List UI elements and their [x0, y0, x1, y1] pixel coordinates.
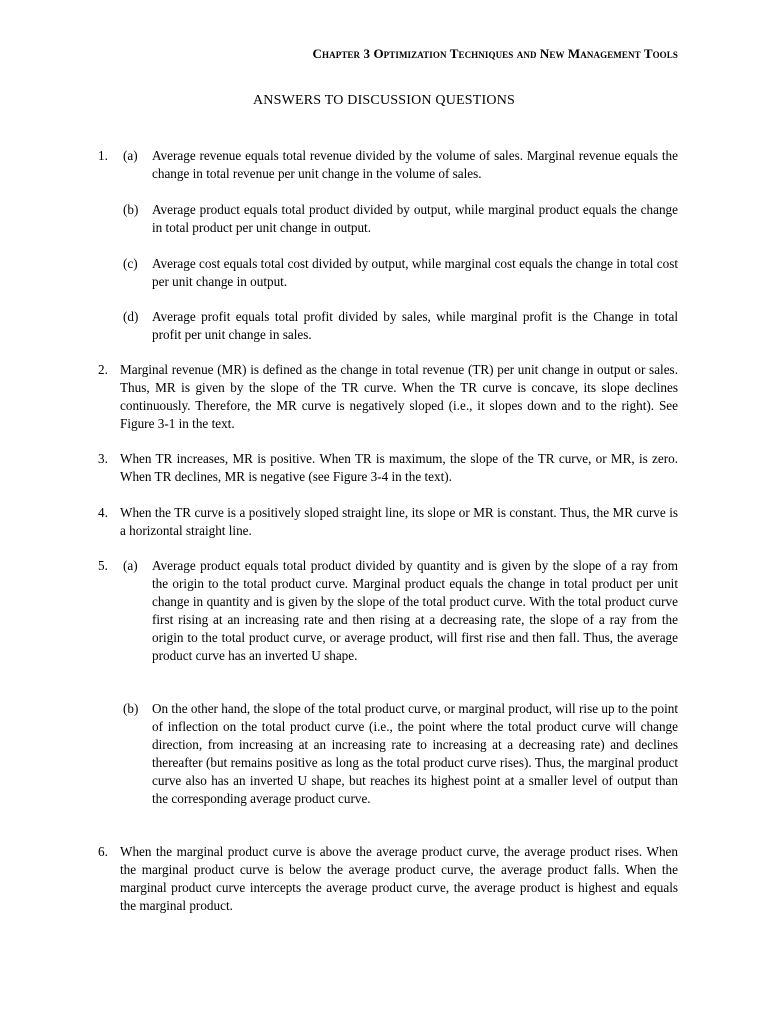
part-label: (c) [123, 256, 138, 271]
part-label: (b) [123, 202, 139, 217]
question-number: 5. [98, 558, 108, 573]
question-1-part-d [123, 308, 678, 344]
question-1-part-b [123, 201, 678, 237]
part-label: (a) [123, 558, 138, 573]
question-number: 3. [98, 451, 108, 466]
section-title: ANSWERS TO DISCUSSION QUESTIONS [253, 93, 515, 108]
question-text: When the marginal product curve is above the average product curve, the average product rises. When the marginal product curve is below the average product curve, the average product falls. When the marginal product curve intercepts the average product curve, the average product is highest and equals the marginal product. [120, 844, 678, 913]
part-text: Average product equals total product divided by output, while marginal product equals the change in total product per unit change in output. [152, 202, 678, 235]
part-text: Average revenue equals total revenue divided by the volume of sales. Marginal revenue equals the change in total revenue per unit change in the volume of sales. [152, 148, 678, 181]
question-1-part-a [123, 147, 678, 183]
question-3 [98, 450, 678, 486]
part-text: Average profit equals total profit divided by sales, while marginal profit is the Change in total profit per unit change in sales. [152, 309, 678, 342]
chapter-header: Chapter 3 Optimization Techniques and New Management Tools [312, 46, 678, 61]
question-number: 6. [98, 844, 108, 859]
question-text: Marginal revenue (MR) is defined as the change in total revenue (TR) per unit change in output or sales. Thus, MR is given by the slope of the TR curve. When the TR curve is concave, its slope declines continuously. Therefore, the MR curve is negatively sloped (i.e., it slopes down and to the right). See Figure 3-1 in the text. [120, 362, 678, 431]
part-text: Average product equals total product divided by quantity and is given by the slope of a ray from the origin to the total product curve. Marginal product equals the change in total product per unit change in quantity and is given by the slope of the total product curve. With the total product curve first rising at an increasing rate and then rising at a decreasing rate, the slope of a ray from the origin to the total product curve, or average product, will first rise and then fall. Thus, the average product curve has an inverted U shape. [152, 558, 678, 663]
question-text: When TR increases, MR is positive. When TR is maximum, the slope of the TR curve, or MR, is zero. When TR declines, MR is negative (see Figure 3-4 in the text). [120, 451, 678, 484]
part-text: On the other hand, the slope of the total product curve, or marginal product, will rise up to the point of inflection on the total product curve (i.e., the point where the total product curve will change direction, from increasing at an increasing rate to increasing at a decreasing rate) and declines thereafter (but remains positive as long as the total product curve rises). Thus, the marginal product curve also has an inverted U shape, but reaches its highest point at a smaller level of output than the corresponding average product curve. [152, 701, 678, 806]
question-6 [98, 843, 678, 915]
question-4 [98, 504, 678, 540]
part-text: Average cost equals total cost divided by output, while marginal cost equals the change in total cost per unit change in output. [152, 256, 678, 289]
part-label: (b) [123, 701, 139, 716]
question-2 [98, 361, 678, 433]
question-number: 2. [98, 362, 108, 377]
question-5-part-a [123, 557, 678, 665]
question-number: 4. [98, 505, 108, 520]
question-1-part-c [123, 255, 678, 291]
question-5-part-b [123, 700, 678, 808]
part-label: (a) [123, 148, 138, 163]
question-text: When the TR curve is a positively sloped straight line, its slope or MR is constant. Thus, the MR curve is a horizontal straight line. [120, 505, 678, 538]
question-number: 1. [98, 148, 108, 163]
part-label: (d) [123, 309, 139, 324]
